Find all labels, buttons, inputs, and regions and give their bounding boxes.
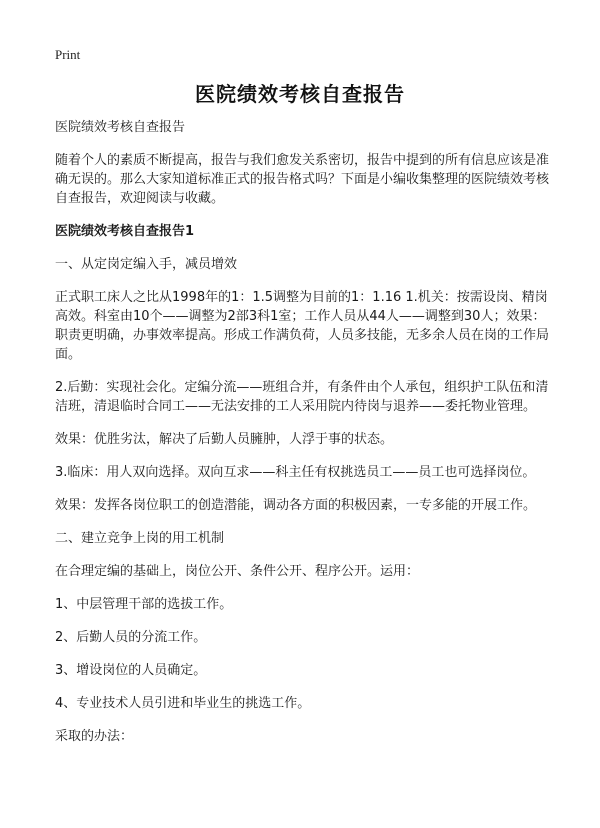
paragraph-organization: 正式职工床人之比从1998年的1：1.5调整为目前的1：1.16 1.机关：按需设岗、精岗高效。科室由10个——调整为2部3科1室；工作人员从44人——调整到30人；效果：职责更明确，办事效率提高。形成工作满负荷，人员多技能，无多余人员在岗的工作局面。 <box>55 290 550 362</box>
paragraph-logistics: 2.后勤：实现社会化。定编分流——班组合并，有条件由个人承包，组织护工队伍和清洁班，清退临时合同工——无法安排的工人采用院内待岗与退养——委托物业管理。 <box>55 380 549 414</box>
report-heading: 医院绩效考核自查报告1 <box>55 224 195 239</box>
print-link[interactable]: Print <box>55 47 81 62</box>
document-body <box>55 118 551 760</box>
section-heading-2: 二、建立竞争上岗的用工机制 <box>55 531 225 546</box>
intro-paragraph: 随着个人的素质不断提高，报告与我们愈发关系密切，报告中提到的所有信息应该是准确无误的。那么大家知道标准正式的报告格式吗？下面是小编收集整理的医院绩效考核自查报告，欢迎阅读与收藏。 <box>55 153 550 206</box>
paragraph-clinical-effect: 效果：发挥各岗位职工的创造潜能，调动各方面的积极因素，一专多能的开展工作。 <box>55 498 537 513</box>
paragraph-competition: 在合理定编的基础上，岗位公开、条件公开、程序公开。运用： <box>55 564 420 579</box>
list-item: 1、中层管理干部的选拔工作。 <box>55 597 233 612</box>
list-item: 3、增设岗位的人员确定。 <box>55 663 207 678</box>
list-item: 4、专业技术人员引进和毕业生的挑选工作。 <box>55 696 311 711</box>
list-item: 2、后勤人员的分流工作。 <box>55 630 207 645</box>
paragraph-logistics-effect: 效果：优胜劣汰，解决了后勤人员臃肿，人浮于事的状态。 <box>55 432 394 447</box>
section-heading-1: 一、从定岗定编入手，减员增效 <box>55 257 238 272</box>
document-subtitle: 医院绩效考核自查报告 <box>55 120 186 135</box>
page-title: 医院绩效考核自查报告 <box>195 82 405 106</box>
paragraph-methods: 采取的办法： <box>55 729 134 744</box>
paragraph-clinical: 3.临床：用人双向选择。双向互求——科主任有权挑选员工——员工也可选择岗位。 <box>55 465 536 480</box>
